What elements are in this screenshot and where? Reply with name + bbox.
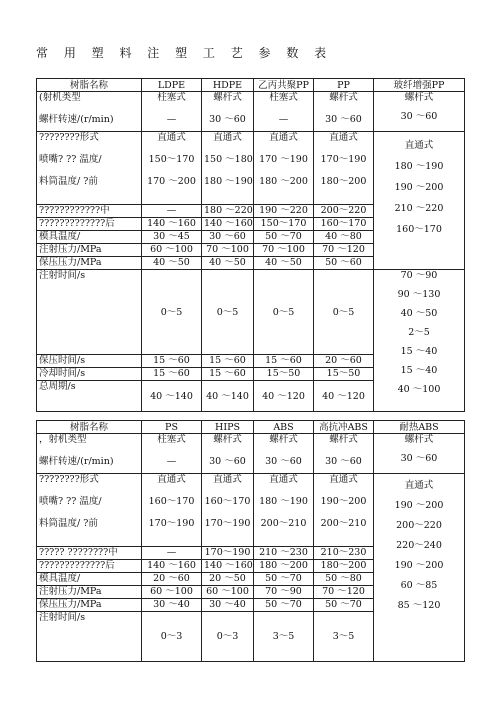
row-label xyxy=(37,368,142,381)
data-cell xyxy=(314,368,374,381)
row-label-line: 保压压力/MPa xyxy=(39,257,102,268)
data-cell-line: 40 ～120 xyxy=(262,390,305,402)
last-col-value: 190 ～200 xyxy=(394,500,444,511)
data-cell-line xyxy=(204,485,251,496)
data-cell-line: 70 ～100 xyxy=(206,244,249,255)
data-cell-line: 140 ～160 xyxy=(147,218,196,229)
data-cell-line: 180～200 xyxy=(320,560,367,571)
data-cell-line: — xyxy=(166,456,177,467)
last-col-value: 2～5 xyxy=(408,327,430,338)
row-label xyxy=(37,586,142,599)
data-cell xyxy=(142,368,202,381)
data-cell-line: 3～5 xyxy=(272,631,295,642)
last-col-value: 直通式 xyxy=(404,480,434,491)
header-col: PP xyxy=(314,79,374,92)
data-cell-line: 30 ～60 xyxy=(325,456,362,467)
data-cell-line: 0～5 xyxy=(160,306,183,318)
data-cell-line: 30 ～45 xyxy=(153,231,190,242)
data-cell-line: 180 ～190 xyxy=(204,176,253,187)
data-cell-line: 50 ～70 xyxy=(325,599,362,610)
data-cell-line: 15～50 xyxy=(326,368,361,379)
data-cell-line xyxy=(144,445,199,456)
data-cell-line: — xyxy=(278,114,289,125)
data-cell-line xyxy=(256,143,311,154)
data-cell-line: 螺杆式 xyxy=(329,434,358,445)
data-cell xyxy=(202,434,254,474)
data-cell-line: 170 ～190 xyxy=(259,154,308,165)
table-row xyxy=(37,92,465,132)
data-cell xyxy=(254,132,314,205)
header-col: PS xyxy=(142,421,202,434)
data-cell-line: 直通式 xyxy=(157,132,186,143)
data-cell-line: 170～190 xyxy=(204,547,251,558)
last-col-value: 190 ～200 xyxy=(394,560,444,571)
data-cell-line: 30 ～60 xyxy=(265,456,302,467)
data-cell xyxy=(314,205,374,218)
data-cell-line: 60 ～100 xyxy=(150,244,193,255)
data-cell xyxy=(202,612,254,662)
data-cell-line: 50 ～70 xyxy=(265,573,302,584)
data-cell-line: 190～200 xyxy=(320,496,367,507)
last-col-value: 40 ～100 xyxy=(397,384,441,395)
row-label xyxy=(37,434,142,474)
data-cell-line xyxy=(256,485,311,496)
data-cell xyxy=(142,381,202,412)
data-cell xyxy=(314,270,374,355)
data-cell-line: 0～5 xyxy=(332,306,355,318)
data-cell xyxy=(314,257,374,270)
data-cell-line: 70 ～100 xyxy=(262,244,305,255)
last-col-value: 190 ～200 xyxy=(394,182,444,193)
data-cell xyxy=(314,355,374,368)
data-cell-line: 直通式 xyxy=(213,474,242,485)
data-cell xyxy=(142,92,202,132)
row-label xyxy=(37,132,142,205)
header-col: 玻纤增强PP xyxy=(374,79,465,92)
data-cell-line xyxy=(316,445,371,456)
row-label xyxy=(37,474,142,547)
data-cell-line: 30 ～60 xyxy=(325,114,362,125)
data-cell-line: 150～170 xyxy=(260,218,307,229)
row-label xyxy=(37,257,142,270)
header-col: HDPE xyxy=(202,79,254,92)
data-cell xyxy=(202,231,254,244)
data-cell-line: 140 ～160 xyxy=(204,560,253,571)
data-cell-line: 200～210 xyxy=(320,518,367,529)
data-cell xyxy=(202,573,254,586)
data-cell-line: 40 ～50 xyxy=(265,257,302,268)
data-cell-line: 螺杆式 xyxy=(213,434,242,445)
data-cell-line xyxy=(144,507,199,518)
data-cell xyxy=(142,205,202,218)
data-cell-line: 20 ～60 xyxy=(153,573,190,584)
row-label xyxy=(37,612,142,662)
data-cell xyxy=(142,257,202,270)
data-cell-line: 210～230 xyxy=(320,547,367,558)
header-col: ABS xyxy=(254,421,314,434)
data-cell-line: 螺杆式 xyxy=(329,92,358,103)
data-cell-line: 30 ～60 xyxy=(209,456,246,467)
data-cell xyxy=(254,355,314,368)
data-cell xyxy=(314,547,374,560)
row-label-line: 料筒温度/ ?前 xyxy=(39,518,98,529)
data-cell xyxy=(314,434,374,474)
row-label xyxy=(37,573,142,586)
header-col: LDPE xyxy=(142,79,202,92)
table-row xyxy=(37,474,465,547)
data-cell-line: 60 ～100 xyxy=(150,586,193,597)
data-cell-line: 3～5 xyxy=(332,631,355,642)
row-label-line xyxy=(39,507,139,518)
row-label-line: (射机类型 xyxy=(39,92,81,103)
data-cell-line: 30 ～60 xyxy=(209,231,246,242)
data-cell-line: 直通式 xyxy=(213,132,242,143)
last-col-value: 15 ～40 xyxy=(400,365,438,376)
data-cell-line: 160～170 xyxy=(320,218,367,229)
data-cell xyxy=(142,573,202,586)
data-cell-line: 60 ～100 xyxy=(206,586,249,597)
data-cell-line: 180 ～190 xyxy=(259,496,308,507)
row-label xyxy=(37,560,142,573)
data-cell-line xyxy=(256,165,311,176)
row-label-line: 螺杆转速/(r/min) xyxy=(39,114,114,125)
data-cell-line: 70 ～90 xyxy=(265,586,302,597)
data-cell-line: 15 ～60 xyxy=(153,368,190,379)
data-cell-line: 180 ～200 xyxy=(259,176,308,187)
data-cell-line: 螺杆式 xyxy=(269,434,298,445)
data-cell-line xyxy=(316,143,371,154)
data-cell xyxy=(314,218,374,231)
last-col-value: 160～170 xyxy=(396,224,442,235)
data-cell-line: 50 ～80 xyxy=(325,573,362,584)
params-table-2 xyxy=(36,420,465,662)
data-cell-line: 70 ～120 xyxy=(322,586,365,597)
row-label-line: 螺杆转速/(r/min) xyxy=(39,456,114,467)
row-label-line: 模具温度/ xyxy=(39,231,81,242)
data-cell-line: 螺杆式 xyxy=(213,92,242,103)
data-cell-line: 150 ～180 xyxy=(204,154,253,165)
data-cell-line: — xyxy=(166,547,177,558)
data-cell-line: 0～3 xyxy=(160,631,183,642)
data-cell xyxy=(254,231,314,244)
data-cell-line: 180 ～220 xyxy=(204,205,253,216)
last-col-value: 15 ～40 xyxy=(400,346,438,357)
data-cell xyxy=(314,586,374,599)
data-cell-line: 180 ～200 xyxy=(259,560,308,571)
data-cell xyxy=(202,244,254,257)
header-col: 高抗冲ABS xyxy=(314,421,374,434)
data-cell-line xyxy=(204,165,251,176)
row-label-line: ????????形式 xyxy=(39,474,99,485)
data-cell-line xyxy=(144,103,199,114)
row-label xyxy=(37,547,142,560)
data-cell-line xyxy=(316,507,371,518)
data-cell xyxy=(254,547,314,560)
data-cell-line: 170～190 xyxy=(320,154,367,165)
data-cell xyxy=(202,270,254,355)
data-cell xyxy=(254,434,314,474)
data-cell-line: 直通式 xyxy=(157,474,186,485)
data-cell-line: 柱塞式 xyxy=(157,434,186,445)
data-cell xyxy=(314,612,374,662)
data-cell xyxy=(202,218,254,231)
data-cell xyxy=(254,381,314,412)
row-label-line xyxy=(39,165,139,176)
data-cell-line: 170 ～200 xyxy=(147,176,196,187)
last-col-cell xyxy=(374,270,465,412)
data-cell-line: 0～5 xyxy=(272,306,295,318)
data-cell-line: 200～220 xyxy=(320,205,367,216)
data-cell-line: 180～200 xyxy=(320,176,367,187)
data-cell xyxy=(254,218,314,231)
data-cell xyxy=(254,205,314,218)
data-cell xyxy=(254,573,314,586)
row-label-line xyxy=(39,103,139,114)
data-cell-line xyxy=(256,445,311,456)
last-col-cell xyxy=(374,434,465,474)
data-cell-line: 30 ～40 xyxy=(209,599,246,610)
data-cell xyxy=(314,573,374,586)
data-cell xyxy=(314,560,374,573)
data-cell-line: 140 ～160 xyxy=(204,218,253,229)
data-cell xyxy=(142,560,202,573)
data-cell xyxy=(254,586,314,599)
last-col-value: 200～220 xyxy=(396,520,442,531)
data-cell xyxy=(142,434,202,474)
last-col-value: 直通式 xyxy=(404,140,434,151)
data-cell xyxy=(254,612,314,662)
data-cell-line xyxy=(204,143,251,154)
data-cell xyxy=(202,355,254,368)
last-col-value: 220～240 xyxy=(396,540,442,551)
data-cell-line: 15 ～60 xyxy=(209,368,246,379)
row-label-line: ?????????????后 xyxy=(39,218,115,229)
data-cell xyxy=(202,381,254,412)
row-label-line: 喷嘴? ?? 温度/ xyxy=(39,496,102,507)
data-cell-line: 直通式 xyxy=(269,132,298,143)
row-label-line: 料筒温度/ ?前 xyxy=(39,176,98,187)
data-cell-line xyxy=(316,165,371,176)
row-label-line: 保压时间/s xyxy=(39,355,86,366)
last-col-value: 30 ～60 xyxy=(400,453,438,464)
data-cell xyxy=(142,612,202,662)
last-col-value: 210 ～220 xyxy=(394,203,444,214)
data-cell-line: 20 ～50 xyxy=(209,573,246,584)
data-cell-line xyxy=(204,103,251,114)
data-cell xyxy=(142,474,202,547)
data-cell-line: 50 ～70 xyxy=(265,599,302,610)
data-cell xyxy=(142,586,202,599)
last-col-value: 40 ～50 xyxy=(400,308,438,319)
row-label-line: 注射时间/s xyxy=(39,612,86,623)
row-label xyxy=(37,599,142,612)
row-label-line xyxy=(39,485,139,496)
data-cell xyxy=(142,231,202,244)
row-label-line: 冷却时间/s xyxy=(39,368,86,379)
data-cell-line xyxy=(256,103,311,114)
data-cell-line xyxy=(144,143,199,154)
data-cell-line: 直通式 xyxy=(269,474,298,485)
row-label-line: ，射机类型 xyxy=(39,434,87,445)
last-col-value: 30 ～60 xyxy=(400,111,438,122)
page-title: 常 用 塑 料 注 塑 工 艺 参 数 表 xyxy=(36,46,333,60)
data-cell-line: 0～3 xyxy=(216,631,239,642)
table-row xyxy=(37,270,465,355)
header-col: HIPS xyxy=(202,421,254,434)
data-cell-line: 50 ～70 xyxy=(265,231,302,242)
data-cell-line: 15 ～60 xyxy=(265,355,302,366)
data-cell-line: 40 ～50 xyxy=(153,257,190,268)
data-cell-line xyxy=(144,165,199,176)
row-label xyxy=(37,244,142,257)
data-cell-line: 40 ～140 xyxy=(150,390,193,402)
data-cell xyxy=(202,474,254,547)
data-cell-line: 15 ～60 xyxy=(209,355,246,366)
last-col-cell xyxy=(374,474,465,662)
data-cell xyxy=(202,560,254,573)
data-cell-line: 柱塞式 xyxy=(269,92,298,103)
data-cell xyxy=(202,92,254,132)
last-col-value: 90 ～130 xyxy=(397,289,441,300)
row-label-line: 注射压力/MPa xyxy=(39,586,102,597)
header-col: 耐热ABS xyxy=(374,421,465,434)
data-cell xyxy=(202,547,254,560)
last-col-value: 85 ～120 xyxy=(397,600,441,611)
row-label-line xyxy=(39,143,139,154)
row-label xyxy=(37,270,142,355)
row-label xyxy=(37,381,142,412)
data-cell-line xyxy=(204,445,251,456)
last-col-cell xyxy=(374,132,465,270)
data-cell-line: 40 ～140 xyxy=(206,390,249,402)
last-col-value: 螺杆式 xyxy=(404,92,434,103)
data-cell xyxy=(254,92,314,132)
data-cell-line: 0～5 xyxy=(216,306,239,318)
data-cell-line: 170～190 xyxy=(204,518,251,529)
data-cell xyxy=(314,231,374,244)
data-cell xyxy=(314,474,374,547)
data-cell xyxy=(254,270,314,355)
data-cell-line: 柱塞式 xyxy=(157,92,186,103)
data-cell-line xyxy=(256,507,311,518)
data-cell-line: 20 ～60 xyxy=(325,355,362,366)
data-cell xyxy=(254,368,314,381)
data-cell-line: 70 ～120 xyxy=(322,244,365,255)
data-cell xyxy=(314,92,374,132)
data-cell xyxy=(202,205,254,218)
data-cell xyxy=(202,257,254,270)
data-cell-line: 40 ～80 xyxy=(325,231,362,242)
data-cell-line: 210 ～230 xyxy=(259,547,308,558)
data-cell xyxy=(254,599,314,612)
row-label xyxy=(37,92,142,132)
data-cell xyxy=(254,244,314,257)
last-col-value: 60 ～85 xyxy=(400,580,438,591)
last-col-value: 70 ～90 xyxy=(400,270,438,281)
row-label-line: 保压压力/MPa xyxy=(39,599,102,610)
data-cell-line xyxy=(316,485,371,496)
data-cell xyxy=(202,132,254,205)
header-resin-name: 树脂名称 xyxy=(37,79,142,92)
data-cell xyxy=(202,586,254,599)
data-cell-line: 40 ～120 xyxy=(322,390,365,402)
row-label xyxy=(37,205,142,218)
data-cell-line: 40 ～50 xyxy=(209,257,246,268)
data-cell xyxy=(254,560,314,573)
data-cell-line: — xyxy=(166,205,177,216)
data-cell xyxy=(314,244,374,257)
data-cell xyxy=(254,257,314,270)
row-label-line: 注射时间/s xyxy=(39,270,86,281)
row-label-line xyxy=(39,445,139,456)
row-label-line: ?????????????后 xyxy=(39,560,115,571)
data-cell-line: 160～170 xyxy=(204,496,251,507)
data-cell-line: 30 ～60 xyxy=(209,114,246,125)
data-cell xyxy=(142,599,202,612)
row-label-line: 注射压力/MPa xyxy=(39,244,102,255)
table-row xyxy=(37,132,465,205)
row-label-line: ????????形式 xyxy=(39,132,99,143)
header-col: 乙丙共聚PP xyxy=(254,79,314,92)
last-col-value: 180 ～190 xyxy=(394,161,444,172)
data-cell-line: 15～50 xyxy=(266,368,301,379)
data-cell xyxy=(314,132,374,205)
data-cell xyxy=(142,547,202,560)
data-cell-line: 150～170 xyxy=(148,154,195,165)
header-resin-name: 树脂名称 xyxy=(37,421,142,434)
data-cell xyxy=(142,270,202,355)
data-cell-line xyxy=(144,485,199,496)
data-cell-line: — xyxy=(166,114,177,125)
data-cell xyxy=(142,218,202,231)
data-cell-line: 170～190 xyxy=(148,518,195,529)
data-cell-line: 190 ～220 xyxy=(259,205,308,216)
data-cell xyxy=(314,381,374,412)
data-cell-line xyxy=(204,507,251,518)
data-cell xyxy=(202,368,254,381)
data-cell-line: 30 ～40 xyxy=(153,599,190,610)
row-label-line: 模具温度/ xyxy=(39,573,81,584)
last-col-value: 螺杆式 xyxy=(404,434,434,445)
params-table-1 xyxy=(36,78,465,412)
row-label xyxy=(37,231,142,244)
row-label-line: 总周期/s xyxy=(39,381,76,392)
data-cell-line: 140 ～160 xyxy=(147,560,196,571)
row-label-line: 喷嘴? ?? 温度/ xyxy=(39,154,102,165)
row-label-line: ????????????中 xyxy=(39,205,110,216)
data-cell-line: 直通式 xyxy=(329,474,358,485)
data-cell xyxy=(314,599,374,612)
data-cell-line xyxy=(316,103,371,114)
row-label-line: ????? ????????中 xyxy=(39,547,118,558)
table-row xyxy=(37,434,465,474)
data-cell xyxy=(254,474,314,547)
row-label xyxy=(37,218,142,231)
data-cell-line: 15 ～60 xyxy=(153,355,190,366)
data-cell xyxy=(142,244,202,257)
data-cell-line: 直通式 xyxy=(329,132,358,143)
data-cell xyxy=(142,132,202,205)
row-label xyxy=(37,355,142,368)
data-cell xyxy=(202,599,254,612)
data-cell xyxy=(142,355,202,368)
data-cell-line: 50 ～60 xyxy=(325,257,362,268)
last-col-cell xyxy=(374,92,465,132)
data-cell-line: 200～210 xyxy=(260,518,307,529)
data-cell-line: 160～170 xyxy=(148,496,195,507)
